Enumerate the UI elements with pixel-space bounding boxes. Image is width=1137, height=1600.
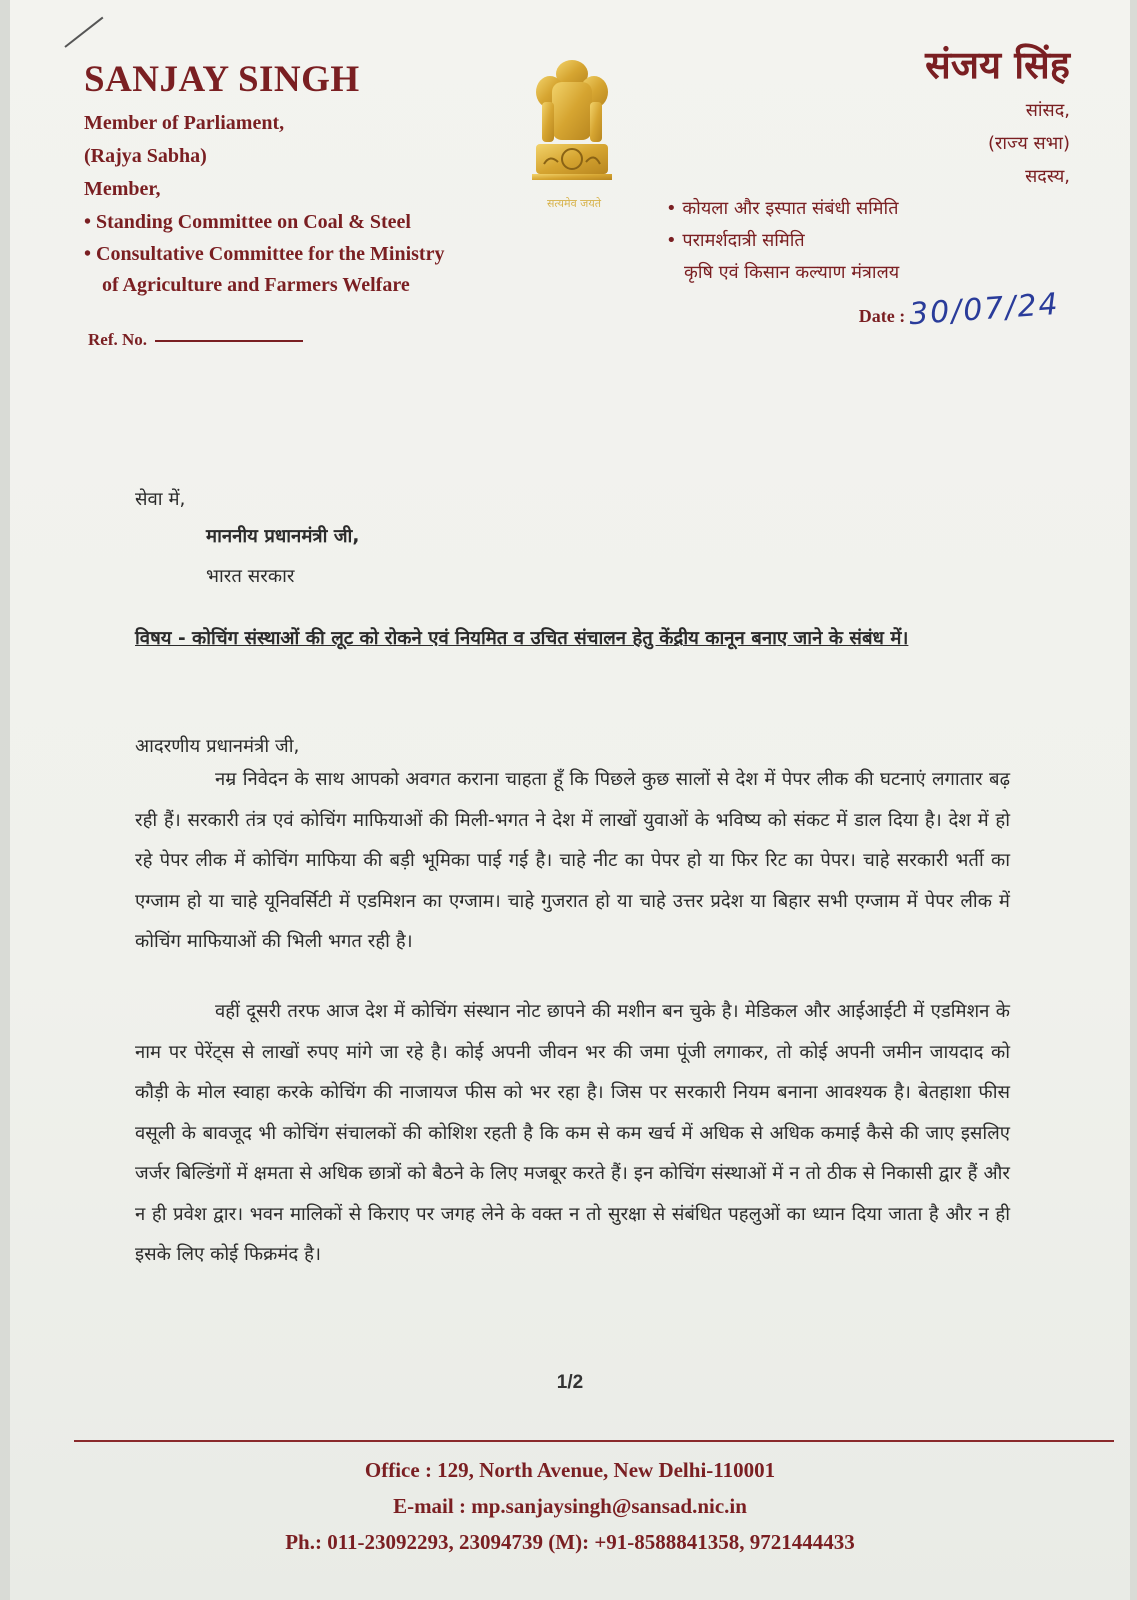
paragraph-2: वहीं दूसरी तरफ आज देश में कोचिंग संस्थान नोट छापने की मशीन बन चुके है। मेडिकल और आईआईटी में एडमिशन के नाम पर पेरेंट्स से लाखों रुपए मांगे जा रहे है। कोई अपनी जीवन भर की जमा पूंजी लगाकर, तो कोई अपनी जमीन जायदाद को कौड़ी के मोल स्वाहा करके कोचिंग की नाजायज फीस को भर रहा है। जिस पर सरकारी नियम बनाना आवश्यक है। बेतहाशा फीस वसूली के बावजूद भी कोचिंग संचालकों की कोशिश रहती है कि कम से कम खर्च में अधिक से अधिक कमाई कैसे की जाए इसलिए जर्जर बिल्डिंगों में क्षमता से अधिक छात्रों को बैठने के लिए मजबूर करते हैं। इन कोचिंग संस्थाओं में न तो ठीक से निकासी द्वार हैं और न ही प्रवेश द्वार। भवन मालिकों से किराए पर जगह लेने के वक्त न तो सुरक्षा से संबंधित पहलुओं का ध्यान दिया जाता है और न ही इसके लिए कोई फिक्रमंद है।: [135, 1001, 1010, 1265]
member-label: Member,: [84, 178, 161, 200]
pen-mark: [64, 17, 103, 48]
sender-house-hindi: (राज्य सभा): [987, 133, 1070, 154]
salutation: सेवा में,: [135, 489, 186, 510]
member-label-hindi: सदस्य,: [1025, 166, 1070, 187]
sender-name-hindi: संजय सिंह: [925, 43, 1070, 87]
national-emblem-icon: [522, 52, 622, 212]
emblem-caption: सत्यमेव जयते: [546, 197, 601, 210]
recipient-line2: भारत सरकार: [206, 566, 295, 587]
committee-2-line1: • Consultative Committee for the Ministry: [84, 243, 445, 265]
committee-1-hindi: • कोयला और इस्पात संबंधी समिति: [666, 198, 899, 219]
paragraph-1: नम्र निवेदन के साथ आपको अवगत कराना चाहता हूँ कि पिछले कुछ सालों से देश में पेपर लीक की घटनाएं लगातार बढ़ रही हैं। सरकारी तंत्र एवं कोचिंग माफियाओं की मिली-भगत ने देश में लाखों युवाओं के भविष्य को संकट में डाल दिया है। देश में हो रहे पेपर लीक में कोचिंग माफिया की बड़ी भूमिका पाई गई है। चाहे नीट का पेपर हो या फिर रिट का पेपर। चाहे सरकारी भर्ती का एग्जाम हो या चाहे यूनिवर्सिटी में एडमिशन का एग्जाम। चाहे गुजरात हो या चाहे उत्तर प्रदेश या बिहार सभी एग्जाम में पेपर लीक में कोचिंग माफियाओं की भिली भगत रही है।: [135, 769, 1010, 952]
subject-line: विषय - कोचिंग संस्थाओं की लूट को रोकने एवं नियमित व उचित संचालन हेतु केंद्रीय कानून बनाए जाने के संबंध में।: [135, 628, 909, 649]
date-field: [858, 286, 1062, 333]
committee-2-line1-hindi: • परामर्शदात्री समिति: [666, 230, 805, 251]
footer-email: E-mail : mp.sanjaysingh@sansad.nic.in: [393, 1494, 747, 1518]
sender-title: Member of Parliament,: [84, 112, 285, 134]
ref-blank-line: [155, 340, 303, 342]
date-label: Date :: [858, 306, 906, 326]
greeting: आदरणीय प्रधानमंत्री जी,: [135, 736, 300, 757]
page-number: 1/2: [556, 1372, 584, 1393]
ref-label: Ref. No.: [88, 330, 148, 349]
committee-2-line2-hindi: कृषि एवं किसान कल्याण मंत्रालय: [684, 262, 900, 283]
footer-divider: [74, 1440, 1114, 1442]
ref-number: [88, 330, 303, 350]
footer-phone: Ph.: 011-23092293, 23094739 (M): +91-8588841358, 9721444433: [285, 1530, 855, 1554]
footer: [10, 1452, 1130, 1560]
committee-1: • Standing Committee on Coal & Steel: [84, 211, 411, 233]
letter-page: [10, 0, 1130, 1600]
footer-office: Office : 129, North Avenue, New Delhi-110001: [364, 1458, 776, 1482]
sender-title-hindi: सांसद,: [1025, 100, 1070, 121]
recipient-line1: माननीय प्रधानमंत्री जी,: [206, 526, 360, 547]
letterhead-hindi: [650, 38, 1070, 289]
sender-name-english: SANJAY SINGH: [84, 59, 360, 100]
sender-house: (Rajya Sabha): [84, 145, 207, 167]
date-value-handwritten: 30/07/24: [908, 286, 1062, 333]
letterhead-english: [84, 58, 544, 300]
committee-2-line2: of Agriculture and Farmers Welfare: [102, 274, 410, 296]
